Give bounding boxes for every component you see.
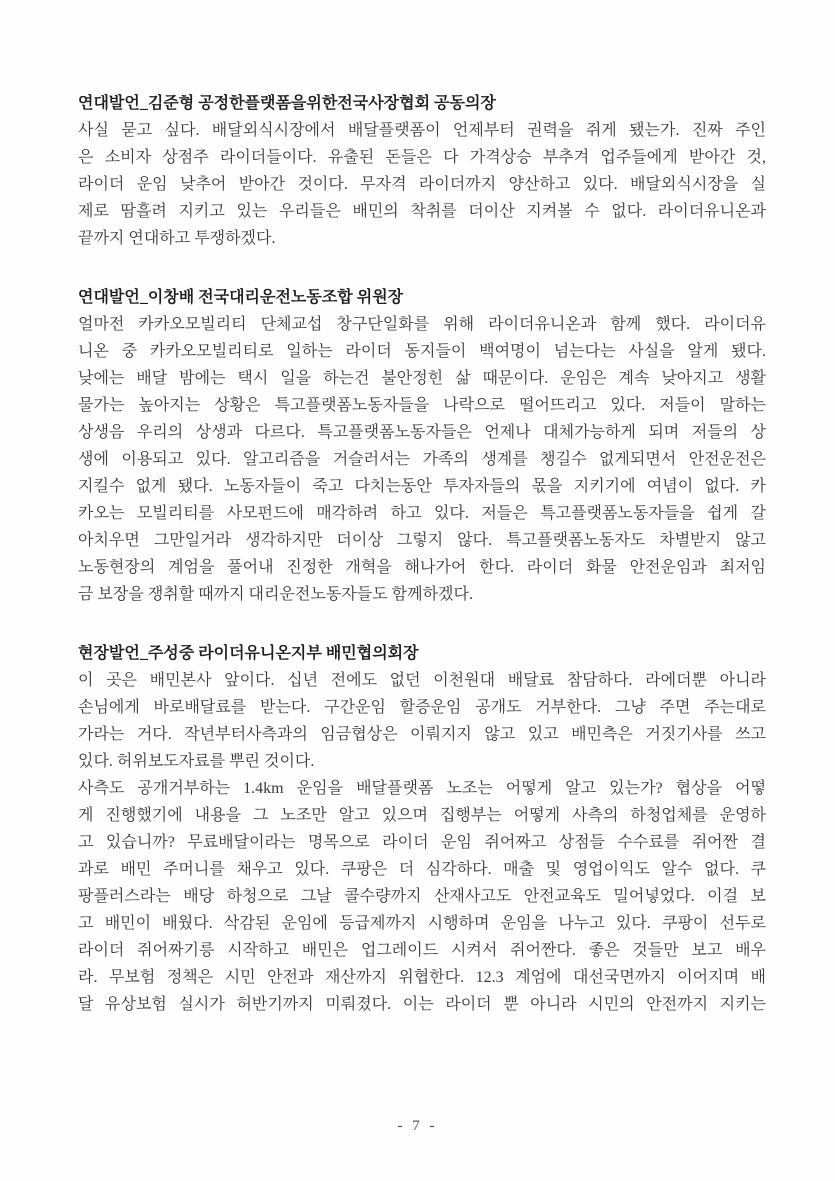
text-line: 사실 묻고 싶다. 배달외식시장에서 배달플랫폼이 언제부터 권력을 쥐게 됐는가. 진짜 주인 [78,122,766,139]
paragraph [78,775,766,1018]
section-heading: 연대발언_이창배 전국대리운전노동조합 위원장 [78,289,404,306]
text-line: 손님에게 바로배달료를 받는다. 구간운임 할증운임 공개도 거부한다. 그냥 주면 주는대로 [78,699,766,716]
text-line: 제로 땀흘려 지키고 있는 우리들은 배민의 착취를 더이산 지켜볼 수 없다. 라이더유니온과 [78,203,766,220]
text-line: 생에 이용되고 있다. 알고리즘을 거슬러서는 가족의 생계를 챙길수 없게되면서 안전운전은 [78,451,766,468]
text-line: 이 곳은 배민본사 앞이다. 십년 전에도 없던 이천원대 배달료 참담하다. 라에더뿐 아니라 [78,672,766,689]
document-body [78,90,766,1018]
speech-section [78,284,766,608]
paragraph [78,311,766,608]
section-heading: 현장발언_주성중 라이더유니온지부 배민협의회장 [78,645,419,662]
text-line: 게 진행했기에 내용을 그 노조만 알고 있으며 집행부는 어떻게 사측의 하청업체를 운영하 [78,807,766,824]
text-line: 물가는 높아지는 상황은 특고플랫폼노동자들을 나락으로 떨어뜨리고 있다. 저들이 말하는 [78,397,766,414]
page-number: - 7 - [397,1118,438,1134]
text-line: 끝까지 연대하고 투쟁하겠다. [78,230,276,247]
text-line: 달 유상보험 실시가 허반기까지 미뤄졌다. 이는 라이더 뿐 아니라 시민의 안전까지 지키는 [78,996,766,1013]
text-line: 라이더 운임 낮추어 받아간 것이다. 무자격 라이더까지 양산하고 있다. 배달외식시장을 실 [78,176,766,193]
text-line: 있다. 허위보도자료를 뿌린 것이다. [78,753,315,770]
section-heading: 연대발언_김준형 공정한플랫폼을위한전국사장협회 공동의장 [78,95,496,112]
text-line: 상생음 우리의 상생과 다르다. 특고플랫폼노동자들은 언제나 대체가능하게 되며 저들의 상 [78,424,766,441]
text-line: 얼마전 카카오모빌리티 단체교섭 창구단일화를 위해 라이더유니온과 함께 했다. 라이더유 [78,316,766,333]
text-line: 고 있습니까? 무료배달이라는 명목으로 라이더 운임 쥐어짜고 상점들 수수료를 쥐어짠 결 [78,834,766,851]
text-line: 팡플러스라는 배당 하청으로 그날 콜수량까지 산재사고도 안전교육도 밀어넣었다. 이걸 보 [78,888,766,905]
text-line: 니온 중 카카오모빌리티로 일하는 라이더 동지들이 백여명이 넘는다는 사실을 알게 됐다. [78,343,766,360]
speech-section [78,640,766,1018]
text-line: 지킬수 없게 됐다. 노동자들이 죽고 다치는동안 투자자들의 몫을 지키기에 여념이 없다. 카 [78,478,766,495]
text-line: 낮에는 배달 밤에는 택시 일을 하는건 불안정힌 삶 때문이다. 운임은 계속 낮아지고 생활 [78,370,766,387]
text-line: 카오는 모빌리티를 사모펀드에 매각하려 하고 있다. 저들은 특고플랫폼노동자들을 쉽게 갈 [78,505,766,522]
text-line: 은 소비자 상점주 라이더들이다. 유출된 돈들은 다 가격상승 부추겨 업주들에게 받아간 것, [78,149,766,166]
text-line: 고 배민이 배웠다. 삭감된 운임에 등급제까지 시행하며 운임을 나누고 있다. 쿠팡이 선두로 [78,915,766,932]
text-line: 노동현장의 계엄을 풀어내 진정한 개혁을 해나가어 한다. 라이더 화물 안전운임과 최저임 [78,559,766,576]
text-line: 아치우면 그만일거라 생각하지만 더이상 그렇지 않다. 특고플랫폼노동자도 차별받지 않고 [78,532,766,549]
text-line: 가라는 거다. 작년부터사측과의 임금협상은 이뤄지지 않고 있고 배민측은 거짓기사를 쓰고 [78,726,766,743]
paragraph [78,667,766,775]
text-line: 과로 배민 주머니를 채우고 있다. 쿠팡은 더 심각하다. 매출 및 영업이익도 알수 없다. 쿠 [78,861,766,878]
text-line: 라이더 쥐어짜기릉 시작하고 배민은 업그레이드 시켜서 쥐어짠다. 좋은 것들만 보고 배우 [78,942,766,959]
speech-section [78,90,766,252]
text-line: 사측도 공개거부하는 1.4km 운임을 배달플랫폼 노조는 어떻게 알고 있는가? 협상을 어떻 [78,780,766,797]
text-line: 금 보장을 쟁취할 때까지 대리운전노동자들도 함께하겠다. [78,586,473,603]
text-line: 라. 무보험 정책은 시민 안전과 재산까지 위협한다. 12.3 계엄에 대선국면까지 이어지며 배 [78,969,766,986]
paragraph [78,117,766,252]
